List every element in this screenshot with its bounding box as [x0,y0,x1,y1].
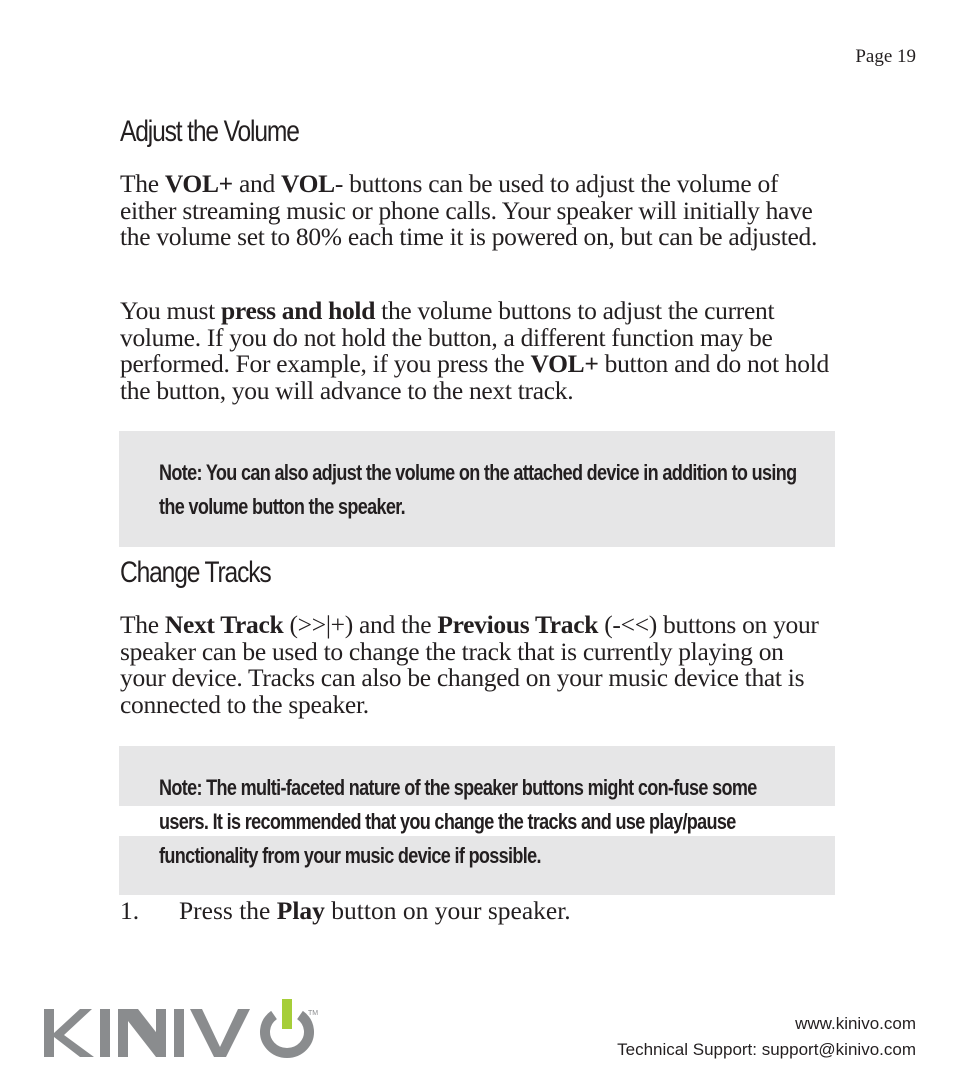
footer-website[interactable]: www.kinivo.com [795,1014,916,1033]
step-number: 1. [120,896,140,925]
kinivo-logo [42,995,324,1061]
tracks-note-box [119,746,835,895]
volume-paragraph-2: You must press and hold the volume buttons to adjust the current volume. If you do not hold the button, a different function may be performed. For example, if you press the VOL+ button and do not hold the button, you will advance to the next track. [120,296,829,405]
footer-support[interactable]: Technical Support: support@kinivo.com [617,1040,916,1059]
volume-note-box [119,431,835,547]
kinivo-logo-graphic [42,995,324,1061]
step-text: Press the Play button on your speaker. [179,896,571,925]
logo-wordmark [44,1009,250,1057]
page-number: Page 19 [855,46,916,67]
volume-note-text: Note: You can also adjust the volume on the attached device in addition to using the volume button the speaker. [159,460,797,519]
section-heading-change-tracks: Change Tracks [120,556,271,589]
tracks-note-text: Note: The multi-faceted nature of the speaker buttons might con-fuse some users. It is recommended that you change the tracks and use play/pause functionality from your music device if possible. [159,775,757,868]
section-heading-adjust-volume: Adjust the Volume [120,115,299,148]
tracks-paragraph: The Next Track (>>|+) and the Previous Track (-<<) buttons on your speaker can be used to change the track that is currently playing on your device. Tracks can also be changed on your music device that is connected to the speaker. [120,610,819,719]
power-o-icon [265,999,309,1053]
volume-paragraph-1: The VOL+ and VOL- buttons can be used to adjust the volume of either streaming music or phone calls. Your speaker will initially have the volume set to 80% each time it is powered on, but can be adjusted. [120,169,818,251]
trademark: TM [308,1010,319,1017]
